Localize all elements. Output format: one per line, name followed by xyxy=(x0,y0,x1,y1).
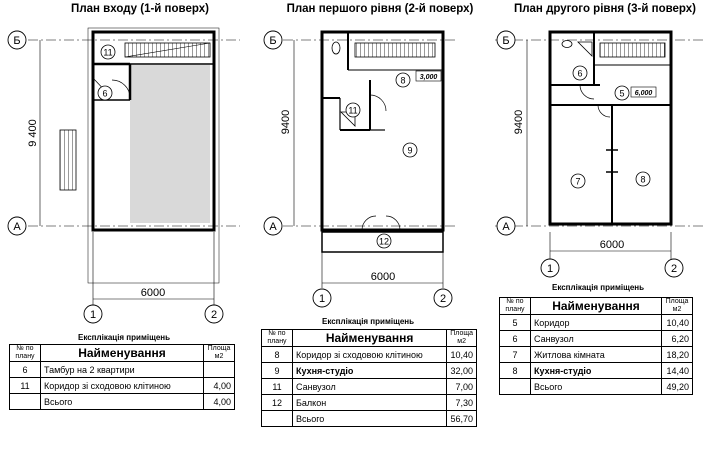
axis-label: Б xyxy=(269,35,277,47)
cell-name: Кухня-студіо xyxy=(531,363,662,379)
door-swing xyxy=(598,105,610,117)
cell-name: Всього xyxy=(293,411,447,427)
cell-area: 6,20 xyxy=(662,331,693,347)
plan-title: План другого рівня (3-й поверх) xyxy=(513,3,697,15)
col-header-number: № по плану xyxy=(500,298,531,315)
cell-area: 4,00 xyxy=(204,378,235,394)
cell-area: 10,40 xyxy=(662,315,693,331)
col-header-name: Найменування xyxy=(41,345,204,362)
cell-number: 8 xyxy=(500,363,531,379)
shaded-area xyxy=(130,65,210,223)
col-header-name: Найменування xyxy=(293,330,447,347)
level-mark: 3,000 xyxy=(419,74,438,81)
cell-area: 7,00 xyxy=(447,379,477,395)
door-swing xyxy=(580,85,594,99)
table-row xyxy=(500,315,693,331)
cell-number: 8 xyxy=(262,347,293,363)
table-header-row xyxy=(262,330,477,347)
door-swing xyxy=(112,80,130,98)
table-caption: Експлікація приміщень xyxy=(78,333,171,342)
cell-number: 9 xyxy=(262,363,293,379)
table-row xyxy=(10,394,235,410)
cell-number: 6 xyxy=(500,331,531,347)
axis-label: 2 xyxy=(210,309,218,321)
cell-number: 11 xyxy=(10,378,41,394)
room-number: 11 xyxy=(348,105,358,116)
height-dimension: 9400 xyxy=(513,109,525,135)
plan-title: План входу (1-й поверх) xyxy=(71,3,209,15)
cell-number: 7 xyxy=(500,347,531,363)
room-number: 12 xyxy=(378,236,390,247)
axis-label: 1 xyxy=(89,309,97,321)
cell-name: Тамбур на 2 квартири xyxy=(41,362,204,378)
axis-label: 2 xyxy=(439,293,447,305)
table-row xyxy=(500,379,693,395)
col-header-area: Площа м2 xyxy=(662,298,693,315)
cell-name: Санвузол xyxy=(293,379,447,395)
axis-label: 1 xyxy=(318,293,326,305)
cell-area: 10,40 xyxy=(447,347,477,363)
axis-label: 2 xyxy=(670,263,678,275)
staircase xyxy=(600,43,665,57)
room-number: 8 xyxy=(400,75,406,86)
room-number: 5 xyxy=(619,88,625,99)
outer-walls xyxy=(550,32,671,224)
cell-name: Житлова кімната xyxy=(531,347,662,363)
col-header-area: Площа м2 xyxy=(204,345,235,362)
cell-area: 49,20 xyxy=(662,379,693,395)
cell-name: Всього xyxy=(41,394,204,410)
cell-number: 6 xyxy=(10,362,41,378)
axis-label: А xyxy=(502,221,510,233)
table-row xyxy=(262,347,477,363)
cell-name: Санвузол xyxy=(531,331,662,347)
col-header-number: № по плану xyxy=(262,330,293,347)
explication-table-3 xyxy=(499,297,693,395)
cell-area: 56,70 xyxy=(447,411,477,427)
room-number: 7 xyxy=(575,176,581,187)
cell-name: Балкон xyxy=(293,395,447,411)
cell-number: 11 xyxy=(262,379,293,395)
table-row xyxy=(500,331,693,347)
table-row xyxy=(500,363,693,379)
cell-number xyxy=(262,411,293,427)
door-swing xyxy=(362,216,376,230)
table-row xyxy=(500,347,693,363)
cell-area: 7,30 xyxy=(447,395,477,411)
explication-table-1 xyxy=(9,344,235,410)
table-caption: Експлікація приміщень xyxy=(552,283,645,292)
table-caption: Експлікація приміщень xyxy=(322,317,415,326)
toilet-fixture xyxy=(562,41,572,48)
room-number: 6 xyxy=(102,88,108,99)
plan-2 xyxy=(264,3,474,307)
cell-name: Всього xyxy=(531,379,662,395)
axis-label: Б xyxy=(13,35,21,47)
cell-area: 18,20 xyxy=(662,347,693,363)
room-number: 11 xyxy=(103,47,113,58)
cell-name: Коридор xyxy=(531,315,662,331)
col-header-name: Найменування xyxy=(531,298,662,315)
plan-1 xyxy=(8,3,240,323)
cell-number xyxy=(500,379,531,395)
col-header-number: № по плану xyxy=(10,345,41,362)
staircase xyxy=(355,43,435,57)
table-row xyxy=(262,363,477,379)
shower-fixture xyxy=(578,42,592,56)
axis-label: Б xyxy=(502,35,510,47)
width-dimension: 6000 xyxy=(599,239,625,251)
room-number: 6 xyxy=(577,68,583,79)
toilet-fixture xyxy=(332,42,340,54)
table-row xyxy=(10,378,235,394)
cell-number: 5 xyxy=(500,315,531,331)
width-dimension: 6000 xyxy=(140,287,166,299)
cell-name: Коридор зі сходовою клітиною xyxy=(41,378,204,394)
explication-table-2 xyxy=(261,329,477,427)
width-dimension: 6000 xyxy=(370,271,396,283)
cell-number: 12 xyxy=(262,395,293,411)
table-header-row xyxy=(500,298,693,315)
height-dimension: 9 400 xyxy=(27,119,39,147)
cell-name: Коридор зі сходовою клітиною xyxy=(293,347,447,363)
cell-area: 14,40 xyxy=(662,363,693,379)
level-mark: 6,000 xyxy=(634,90,653,97)
cell-number xyxy=(10,394,41,410)
cell-name: Кухня-студіо xyxy=(293,363,447,379)
cell-area xyxy=(204,362,235,378)
col-header-area: Площа м2 xyxy=(447,330,477,347)
door-swing xyxy=(370,95,386,111)
plan-title: План першого рівня (2-й поверх) xyxy=(286,3,474,15)
table-header-row xyxy=(10,345,235,362)
table-row xyxy=(262,411,477,427)
cell-area: 32,00 xyxy=(447,363,477,379)
table-row xyxy=(10,362,235,378)
axis-label: 1 xyxy=(546,263,554,275)
plan-3 xyxy=(495,3,705,277)
cell-area: 4,00 xyxy=(204,394,235,410)
table-row xyxy=(262,379,477,395)
table-row xyxy=(262,395,477,411)
axis-label: А xyxy=(13,221,21,233)
door-swing xyxy=(386,216,400,230)
room-number: 8 xyxy=(640,174,646,185)
height-dimension: 9400 xyxy=(280,109,292,135)
exterior-stairs xyxy=(60,130,76,190)
axis-label: А xyxy=(269,221,277,233)
room-number: 9 xyxy=(407,145,413,156)
